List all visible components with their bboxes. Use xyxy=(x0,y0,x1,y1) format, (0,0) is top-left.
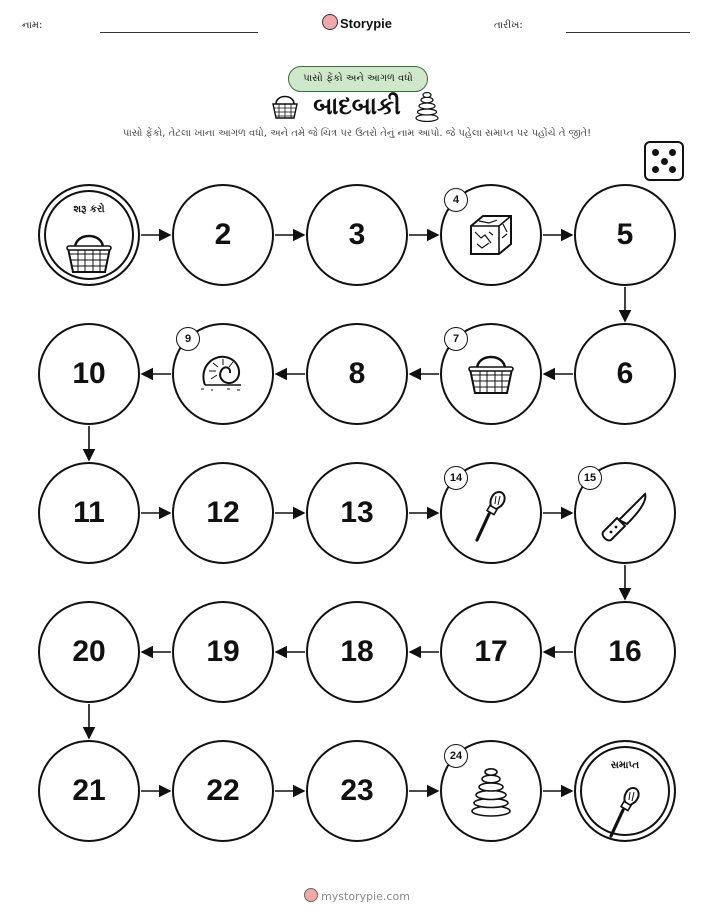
space-number: 17 xyxy=(474,635,508,668)
board-space-20 xyxy=(38,601,140,703)
storypie-mascot-icon xyxy=(304,888,318,902)
space-number: 5 xyxy=(616,218,634,251)
footer-site: mystorypie.com xyxy=(321,890,410,903)
board-space-21 xyxy=(38,740,140,842)
board-space-17 xyxy=(440,601,542,703)
board-space-2 xyxy=(172,184,274,286)
ice-block-icon xyxy=(442,210,540,262)
space-number-badge: 7 xyxy=(444,327,468,351)
board-space-13 xyxy=(306,462,408,564)
space-number: 12 xyxy=(206,496,240,529)
name-label: નામ: xyxy=(22,20,43,31)
space-number-badge: 15 xyxy=(578,466,602,490)
subtitle-pill: પાસો ફેંકો અને આગળ વધો xyxy=(288,66,428,92)
board-space-23 xyxy=(306,740,408,842)
space-number-badge: 24 xyxy=(444,744,468,768)
board-space-11 xyxy=(38,462,140,564)
board-space-8 xyxy=(306,323,408,425)
brush-icon xyxy=(576,784,674,844)
space-number: 18 xyxy=(340,635,374,668)
finish-space xyxy=(574,740,676,842)
space-number: 22 xyxy=(206,774,240,807)
space-number: 6 xyxy=(616,357,634,390)
finish-label: સમાપ્ત xyxy=(610,760,640,771)
brush-icon xyxy=(442,488,540,548)
space-number: 20 xyxy=(72,635,106,668)
footer xyxy=(0,888,714,903)
board-space-22 xyxy=(172,740,274,842)
board-space-5 xyxy=(574,184,676,286)
date-label: તારીખ: xyxy=(494,20,523,31)
board-space-10 xyxy=(38,323,140,425)
space-number: 11 xyxy=(73,496,105,529)
board-space-3 xyxy=(306,184,408,286)
space-number: 3 xyxy=(348,218,366,251)
brand-name: Storypie xyxy=(339,16,392,31)
space-number: 19 xyxy=(206,635,240,668)
space-number-badge: 4 xyxy=(444,188,468,212)
board-space-19 xyxy=(172,601,274,703)
instructions-text: પાસો ફેંકો, તેટલા ખાના આગળ વધો, અને તમે જે ચિત્ર પર ઉતરો તેનું નામ આપો. જે પહેલા સમાપ્ત પર પહોંચે તે જીતે! xyxy=(122,128,592,139)
space-number: 21 xyxy=(72,774,106,807)
basket-icon xyxy=(40,228,138,280)
space-number: 10 xyxy=(72,357,106,390)
space-number: 13 xyxy=(340,496,374,529)
start-label: શરૂ કરો xyxy=(73,204,105,215)
snail-shell-icon xyxy=(174,349,272,397)
space-number: 8 xyxy=(348,357,366,390)
start-space xyxy=(38,184,140,286)
space-number: 2 xyxy=(214,218,232,251)
space-number: 16 xyxy=(608,635,642,668)
basket-icon xyxy=(442,349,540,401)
board-space-16 xyxy=(574,601,676,703)
knife-icon xyxy=(576,488,674,548)
board-space-18 xyxy=(306,601,408,703)
board-space-12 xyxy=(172,462,274,564)
space-number-badge: 14 xyxy=(444,466,468,490)
page-title: બાદબાકી xyxy=(313,92,401,120)
space-number: 23 xyxy=(340,774,374,807)
space-number-badge: 9 xyxy=(176,327,200,351)
stacked-stones-icon xyxy=(442,766,540,822)
board-space-6 xyxy=(574,323,676,425)
